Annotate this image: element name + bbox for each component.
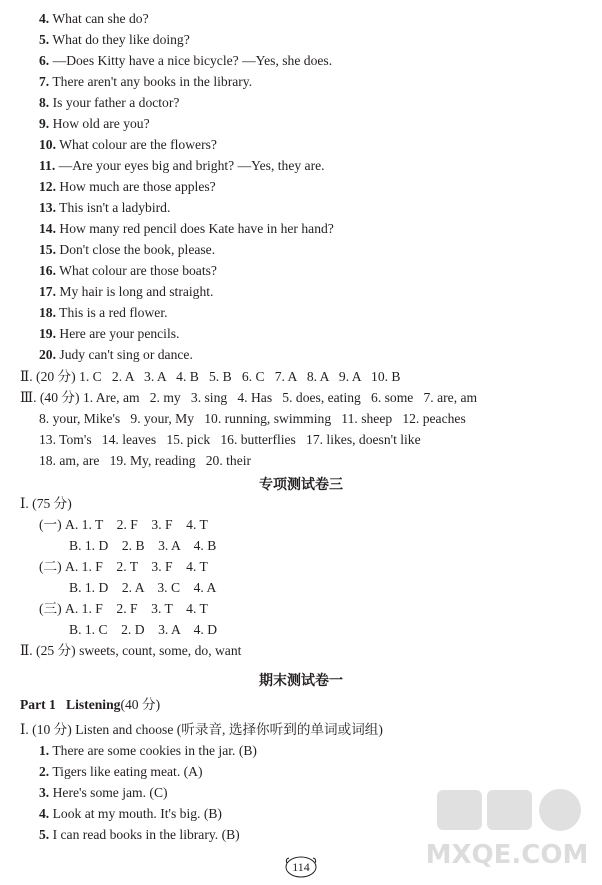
item-text: Ⅱ. (25 分) sweets, count, some, do, want (20, 643, 242, 658)
item-text: 18. am, are 19. My, reading 20. their (39, 453, 252, 468)
item-number: 7. (39, 74, 50, 89)
item-text: (三) A. 1. F 2. F 3. T 4. T (39, 601, 208, 616)
item-text: B. 1. C 2. D 3. A 4. D (69, 622, 218, 637)
item-number: 3. (39, 785, 50, 800)
item-number: 11. (39, 158, 56, 173)
item-text: Here are your pencils. (56, 326, 180, 341)
question-line (39, 326, 602, 342)
item-text: This isn't a ladybird. (56, 200, 171, 215)
item-text: How much are those apples? (56, 179, 216, 194)
item-number: 6. (39, 53, 50, 68)
item-number: 13. (39, 200, 56, 215)
listening-answer-line (39, 764, 602, 780)
item-text: My hair is long and straight. (56, 284, 214, 299)
question-line (39, 200, 602, 216)
item-number: 17. (39, 284, 56, 299)
page-number-text: 114 (292, 860, 310, 874)
question-line (39, 95, 602, 111)
page-number (284, 855, 318, 879)
item-text: 8. your, Mike's 9. your, My 10. running, swimming 11. sheep 12. peaches (39, 411, 466, 426)
watermark-logo (422, 785, 592, 875)
section-iii-line (39, 453, 602, 469)
item-text: Tigers like eating meat. (A) (49, 764, 203, 779)
item-number: 20. (39, 347, 56, 362)
section2-line (69, 580, 602, 596)
item-text: What can she do? (49, 11, 149, 26)
item-number: 5. (39, 827, 50, 842)
item-text: Ⅲ. (40 分) 1. Are, am 2. my 3. sing 4. Has 5. does, eating 6. some 7. are, am (20, 390, 478, 405)
section3-intro (20, 722, 602, 738)
item-text: (一) A. 1. T 2. F 3. F 4. T (39, 517, 208, 532)
section2-line (69, 538, 602, 554)
item-number: 12. (39, 179, 56, 194)
item-text: There are some cookies in the jar. (B) (49, 743, 257, 758)
item-text: How old are you? (49, 116, 150, 131)
question-line (39, 284, 602, 300)
item-text: B. 1. D 2. A 3. C 4. A (69, 580, 217, 595)
watermark-text: MXQE.COM (425, 840, 589, 870)
question-line (39, 74, 602, 90)
item-number: 10. (39, 137, 56, 152)
section-iii-line (20, 390, 602, 406)
section-heading: 专项测试卷三 (259, 477, 343, 493)
section2-line (20, 496, 602, 512)
item-text: Ⅰ. (75 分) (20, 496, 72, 511)
item-text: —Does Kitty have a nice bicycle? —Yes, she does. (49, 53, 333, 68)
question-line (39, 221, 602, 237)
item-number: 14. (39, 221, 56, 236)
section-heading: 期末测试卷一 (259, 673, 343, 689)
question-line (39, 137, 602, 153)
section2-line (20, 643, 602, 659)
item-text: (二) A. 1. F 2. T 3. F 4. T (39, 559, 208, 574)
item-number: 5. (39, 32, 50, 47)
item-number: 4. (39, 806, 50, 821)
item-number: 8. (39, 95, 50, 110)
part-score: (40 分) (120, 697, 161, 712)
item-number: 19. (39, 326, 56, 341)
item-text: Ⅰ. (10 分) Listen and choose (听录音, 选择你听到的单词或词组) (20, 722, 383, 737)
item-text: Ⅱ. (20 分) 1. C 2. A 3. A 4. B 5. B 6. C 7. A 8. A 9. A 10. B (20, 369, 401, 384)
section-iii-line (39, 432, 602, 448)
item-number: 4. (39, 11, 50, 26)
item-text: What colour are those boats? (56, 263, 217, 278)
item-text: How many red pencil does Kate have in her hand? (56, 221, 334, 236)
question-line (39, 179, 602, 195)
part-label: Part 1 Listening (20, 697, 121, 712)
item-text: Don't close the book, please. (56, 242, 216, 257)
question-line (39, 53, 602, 69)
item-number: 9. (39, 116, 50, 131)
question-line (39, 347, 602, 363)
question-line (39, 158, 602, 174)
item-text: What do they like doing? (49, 32, 190, 47)
question-line (39, 242, 602, 258)
question-line (39, 32, 602, 48)
item-number: 18. (39, 305, 56, 320)
item-text: Look at my mouth. It's big. (B) (49, 806, 222, 821)
item-text: Here's some jam. (C) (49, 785, 168, 800)
item-text: This is a red flower. (56, 305, 168, 320)
section2-line (39, 601, 602, 617)
question-line (39, 116, 602, 132)
question-line (39, 263, 602, 279)
question-line (39, 305, 602, 321)
section2-line (39, 517, 602, 533)
question-line (39, 11, 602, 27)
item-number: 15. (39, 242, 56, 257)
section2-line (39, 559, 602, 575)
item-text: Judy can't sing or dance. (56, 347, 193, 362)
section-iii-line (39, 411, 602, 427)
item-text: —Are your eyes big and bright? —Yes, they are. (55, 158, 325, 173)
item-number: 2. (39, 764, 50, 779)
section-ii-answers (20, 369, 602, 385)
item-text: B. 1. D 2. B 3. A 4. B (69, 538, 217, 553)
item-text: There aren't any books in the library. (49, 74, 253, 89)
listening-answer-line (39, 743, 602, 759)
item-text: What colour are the flowers? (56, 137, 217, 152)
item-text: Is your father a doctor? (49, 95, 180, 110)
part-heading (20, 697, 602, 713)
item-number: 1. (39, 743, 50, 758)
item-text: I can read books in the library. (B) (49, 827, 240, 842)
item-number: 16. (39, 263, 56, 278)
section2-line (69, 622, 602, 638)
item-text: 13. Tom's 14. leaves 15. pick 16. butterflies 17. likes, doesn't like (39, 432, 421, 447)
